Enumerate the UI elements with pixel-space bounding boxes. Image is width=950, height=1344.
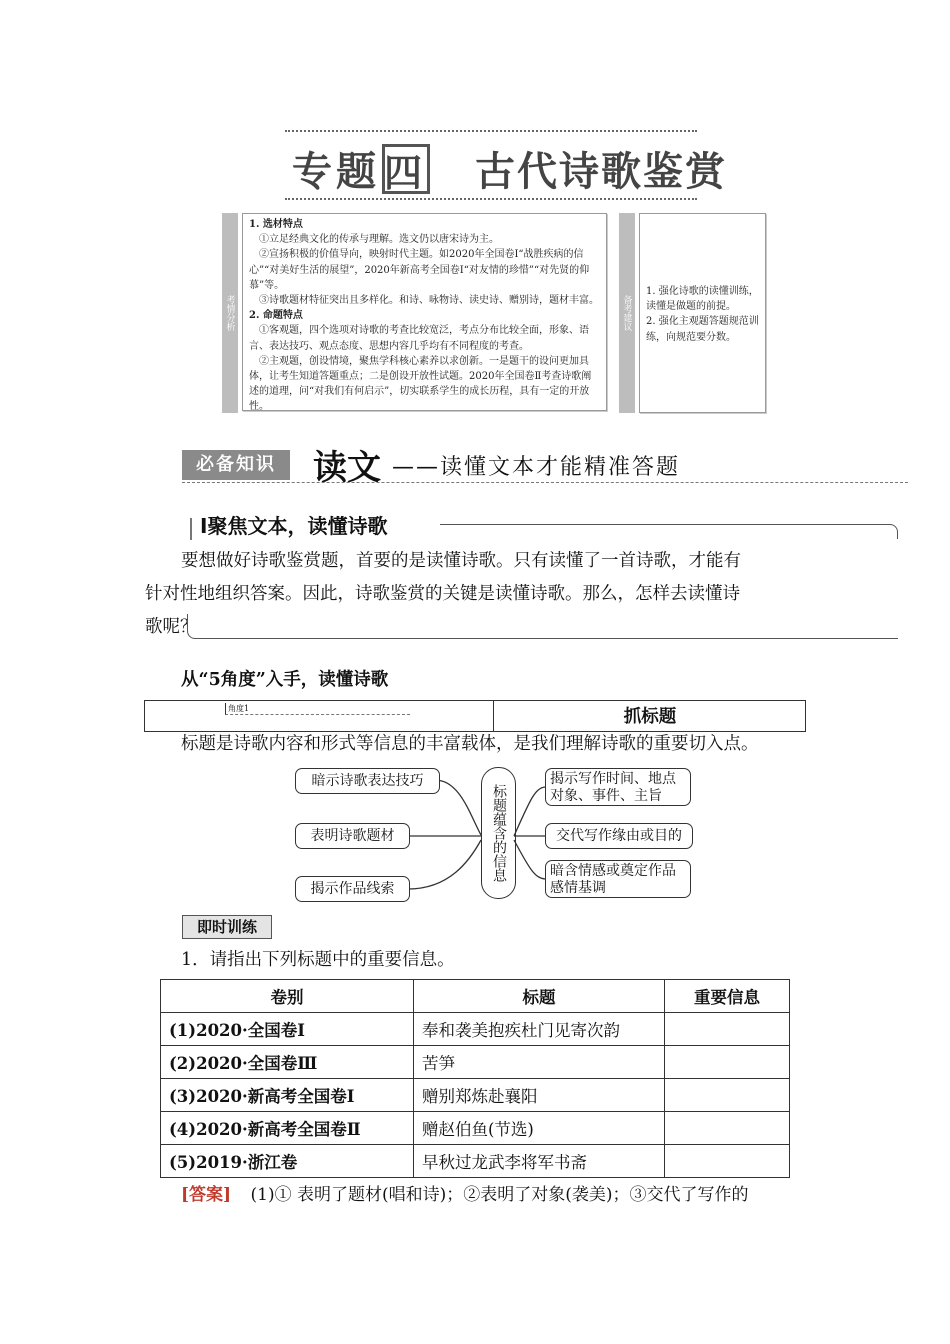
table-header-row (161, 980, 790, 1013)
answer-label: [答案] (181, 1185, 232, 1205)
focus-frame-bottom (187, 614, 898, 639)
mindmap-node-right: 交代写作缘由或目的 (545, 823, 693, 849)
table-header: 卷别 (161, 980, 414, 1013)
title-info-table (160, 979, 790, 1178)
focus-title: Ⅰ聚焦文本，读懂诗歌 (200, 514, 388, 538)
section-main: 读文 (313, 448, 381, 488)
answer-line (181, 1180, 749, 1205)
table-cell: (5)2019·浙江卷 (161, 1145, 414, 1178)
mindmap-node-right: 暗含情感或奠定作品感情基调 (545, 860, 691, 898)
analysis-line: ①客观题，四个选项对诗歌的考查比较宽泛，考点分布比较全面，形象、语言、表达技巧、观点态度、思想内容几乎均有不同程度的考查。 (249, 325, 589, 352)
angle1-text: 标题是诗歌内容和形式等信息的丰富载体，是我们理解诗歌的重要切入点。 (181, 734, 759, 754)
title-part1: 专题 (292, 149, 380, 195)
analysis-right-label: 备考建议 (619, 213, 635, 413)
table-cell: (1)2020·全国卷Ⅰ (161, 1013, 414, 1046)
section-divider (182, 482, 908, 483)
table-cell (665, 1145, 790, 1178)
mindmap-node-left: 表明诗歌题材 (295, 823, 410, 849)
analysis-line: 2. 命题特点 (249, 310, 303, 322)
table-cell (665, 1013, 790, 1046)
table-cell: 赠别郑炼赴襄阳 (414, 1079, 665, 1112)
section-tag: 必备知识 (182, 450, 290, 480)
paragraph-line: 要想做好诗歌鉴赏题，首要的是读懂诗歌。只有读懂了一首诗歌，才能有 (181, 551, 741, 571)
analysis-line: ①立足经典文化的传承与理解。选文仍以唐宋诗为主。 (259, 234, 499, 246)
table-row (161, 1079, 790, 1112)
table-header: 标题 (414, 980, 665, 1013)
focus-bar (190, 518, 192, 540)
mindmap-node-left: 暗示诗歌表达技巧 (295, 768, 440, 794)
table-cell: 奉和袭美抱疾杜门见寄次韵 (414, 1013, 665, 1046)
table-row (161, 1145, 790, 1178)
mindmap-node-right: 揭示写作时间、地点对象、事件、主旨 (545, 768, 691, 806)
angles-heading: 从“5角度”入手，读懂诗歌 (181, 670, 389, 690)
advice-line: 2. 强化主观题答题规范训练，向规范要分数。 (646, 316, 759, 343)
table-row (161, 1013, 790, 1046)
angle1-label: 角度1 (225, 703, 410, 715)
table-cell: 早秋过龙武李将军书斋 (414, 1145, 665, 1178)
angle1-title: 抓标题 (623, 707, 677, 727)
table-header: 重要信息 (665, 980, 790, 1013)
section-subtitle: ——读懂文本才能精准答题 (392, 455, 681, 480)
table-cell: (3)2020·新高考全国卷Ⅰ (161, 1079, 414, 1112)
table-cell: 赠赵伯鱼(节选) (414, 1112, 665, 1145)
focus-frame-top (440, 524, 898, 539)
table-cell (665, 1112, 790, 1145)
table-cell (665, 1046, 790, 1079)
table-cell: (4)2020·新高考全国卷Ⅱ (161, 1112, 414, 1145)
title-number: 四 (384, 151, 423, 195)
practice-question: 1．请指出下列标题中的重要信息。 (181, 950, 455, 970)
title-main: 古代诗歌鉴赏 (475, 149, 727, 195)
analysis-line: 1. 选材特点 (249, 219, 303, 230)
table-cell: (2)2020·全国卷Ⅲ (161, 1046, 414, 1079)
analysis-line: ③诗歌题材特征突出且多样化。和诗、咏物诗、读史诗、赠别诗，题材丰富。 (259, 295, 599, 307)
advice-line: 1. 强化诗歌的读懂训练，读懂是做题的前提。 (646, 286, 759, 313)
mindmap-node-left: 揭示作品线索 (295, 876, 410, 902)
table-cell (665, 1079, 790, 1112)
table-row (161, 1112, 790, 1145)
table-cell: 苦笋 (414, 1046, 665, 1079)
analysis-left-label: 考情分析 (222, 213, 238, 413)
mindmap-center: 标题蕴含的信息 (481, 767, 516, 899)
analysis-left-panel (242, 213, 607, 411)
analysis-right-panel (639, 213, 766, 413)
practice-tag: 即时训练 (182, 915, 272, 939)
table-row (161, 1046, 790, 1079)
paragraph-line: 歌呢？ (145, 617, 198, 637)
analysis-line: ②宣扬积极的价值导向，映射时代主题。如2020年全国卷Ⅰ“战胜疾病的信心”“对美好生活的展望”，2020年新高考全国卷Ⅰ“对友情的珍惜”“对先贤的仰慕”等。 (249, 249, 590, 291)
paragraph-line: 针对性地组织答案。因此，诗歌鉴赏的关键是读懂诗歌。那么，怎样去读懂诗 (145, 584, 740, 604)
analysis-line: ②主观题，创设情境，聚焦学科核心素养以求创新。一是题干的设问更加具体，让考生知道答题重点；二是创设开放性试题。2020年全国卷Ⅱ考查诗歌阐述的道理，问“对我们有何启示”，切实联系学生的成长历程，具有一定的开放性。 (249, 355, 592, 413)
answer-text: (1)① 表明了题材(唱和诗)；②表明了对象(袭美)；③交代了写作的 (250, 1185, 749, 1205)
